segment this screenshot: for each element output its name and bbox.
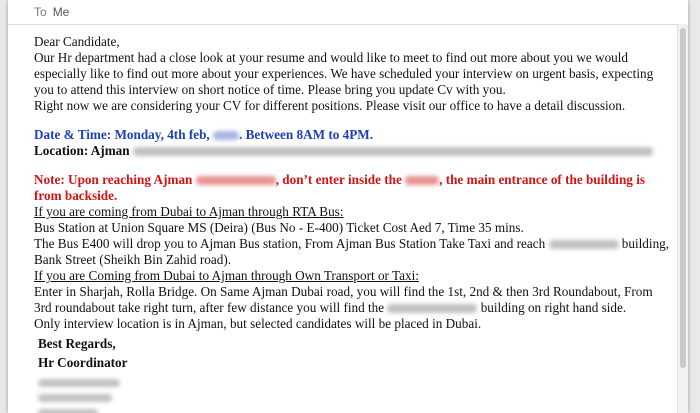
to-label: To xyxy=(34,5,47,19)
own-transport-text: Enter in Sharjah, Rolla Bridge. On Same Ajman Dubai road, you will find the 1st, 2nd & then 3rd Roundabout, From 3rd roundabout take right turn, after few distance you will find the xyxy=(34,284,653,315)
redacted-landmark xyxy=(387,304,477,313)
redacted-building xyxy=(196,176,276,185)
redacted-phone xyxy=(38,409,98,413)
own-transport-directions xyxy=(34,284,670,316)
datetime-text: Date & Time: Monday, 4th feb, xyxy=(34,127,210,142)
note-text-b: , don’t enter inside the xyxy=(275,172,402,187)
note-text-a: Note: Upon reaching Ajman xyxy=(34,172,193,187)
location-label: Location: Ajman xyxy=(34,143,130,158)
recipient-name[interactable]: Me xyxy=(52,5,70,19)
email-body xyxy=(34,34,670,413)
note-paragraph xyxy=(34,172,670,204)
note-text-c: , the main entrance of the building is from backside. xyxy=(34,172,645,203)
scrollbar-thumb[interactable] xyxy=(680,28,686,368)
datetime-line xyxy=(34,127,670,143)
paragraph-positions: Right now we are considering your CV for different positions. Please visit our office to have a detail discussion. xyxy=(34,98,626,113)
redacted-address xyxy=(133,147,653,156)
recipient-header xyxy=(8,0,688,25)
own-transport-end: building on right hand side. xyxy=(480,300,627,315)
rta-line-1: Bus Station at Union Square MS (Deira) (Bus No - E-400) Ticket Cost Aed 7, Time 35 mins. xyxy=(34,220,524,235)
redacted-year xyxy=(213,131,239,140)
location-line xyxy=(34,143,670,159)
paragraph-intro: Our Hr department had a close look at your resume and would like to meet to find out more about you we would especially like to find out more about your experiences. We have scheduled your interview on urgent basis, expecting you to attend this interview on short notice of time. Please bring you update Cv with you. xyxy=(34,50,654,97)
interview-location-note: Only interview location is in Ajman, but selected candidates will be placed in Dubai. xyxy=(34,316,482,331)
redacted-company xyxy=(38,394,112,402)
own-transport-heading: If you are Coming from Dubai to Ajman through Own Transport or Taxi: xyxy=(34,268,419,283)
email-window xyxy=(8,0,688,413)
redacted-building-name xyxy=(549,240,619,249)
rta-heading: If you are coming from Dubai to Ajman through RTA Bus: xyxy=(34,204,344,219)
rta-line-2 xyxy=(34,236,670,268)
greeting: Dear Candidate, xyxy=(34,34,120,49)
signature xyxy=(34,334,670,413)
signer-role: Hr Coordinator xyxy=(38,355,128,370)
closing: Best Regards, xyxy=(38,336,116,351)
rta-line-2-text: The Bus E400 will drop you to Ajman Bus station, From Ajman Bus Station Take Taxi and reach xyxy=(34,236,546,251)
redacted-signer-name xyxy=(38,379,120,387)
vertical-scrollbar[interactable] xyxy=(677,24,688,413)
rta-line-2-end: building, Bank Street (Sheikh Bin Zahid road). xyxy=(34,236,670,267)
datetime-hours: . Between 8AM to 4PM. xyxy=(239,127,374,142)
redacted-place xyxy=(405,176,439,185)
